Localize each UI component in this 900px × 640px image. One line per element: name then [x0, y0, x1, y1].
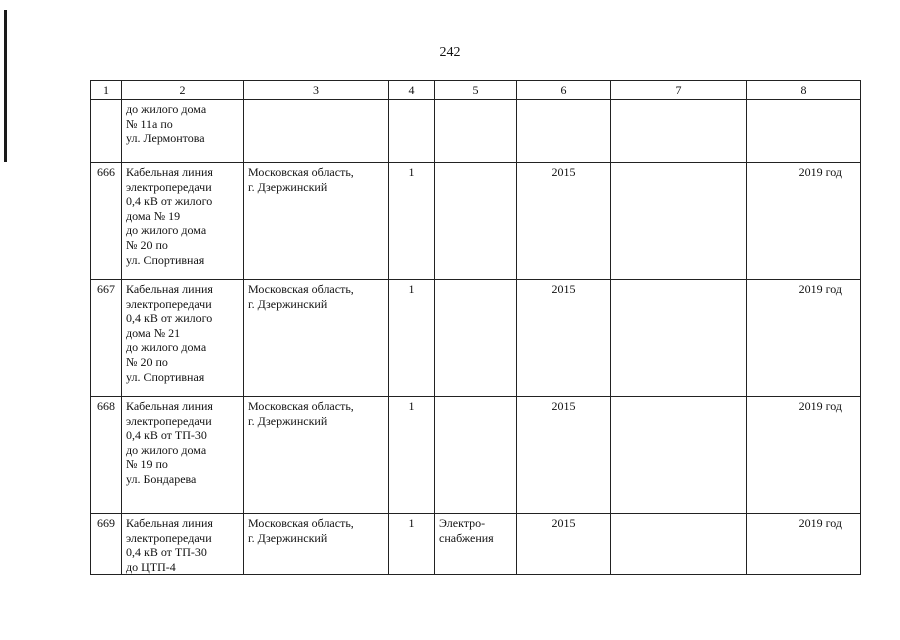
cell-purpose	[435, 100, 517, 163]
cell-object-name: Кабельная линия электропередачи 0,4 кВ от жилого дома № 21 до жилого дома № 20 по ул. Спортивная	[122, 280, 244, 397]
cell-quantity: 1	[389, 163, 435, 280]
cell-object-name: Кабельная линия электропередачи 0,4 кВ от ТП-30 до жилого дома № 19 по ул. Бондарева	[122, 397, 244, 514]
cell-term	[747, 100, 861, 163]
registry-table	[90, 80, 861, 575]
cell-column-7	[611, 280, 747, 397]
header-cell-1: 1	[91, 81, 122, 100]
cell-quantity: 1	[389, 280, 435, 397]
cell-quantity: 1	[389, 514, 435, 575]
cell-column-7	[611, 100, 747, 163]
cell-address: Московская область, г. Дзержинский	[244, 514, 389, 575]
cell-number: 667	[91, 280, 122, 397]
cell-purpose	[435, 397, 517, 514]
table-row	[91, 514, 861, 575]
header-cell-4: 4	[389, 81, 435, 100]
cell-year	[517, 100, 611, 163]
cell-column-7	[611, 397, 747, 514]
cell-column-7	[611, 163, 747, 280]
cell-number: 669	[91, 514, 122, 575]
cell-number	[91, 100, 122, 163]
cell-purpose	[435, 163, 517, 280]
header-cell-5: 5	[435, 81, 517, 100]
header-cell-7: 7	[611, 81, 747, 100]
cell-purpose: Электро- снабжения	[435, 514, 517, 575]
header-cell-8: 8	[747, 81, 861, 100]
table-row	[91, 397, 861, 514]
table-row	[91, 280, 861, 397]
cell-address: Московская область, г. Дзержинский	[244, 280, 389, 397]
cell-year: 2015	[517, 397, 611, 514]
cell-number: 668	[91, 397, 122, 514]
cell-column-7	[611, 514, 747, 575]
cell-object-name: до жилого дома № 11а по ул. Лермонтова	[122, 100, 244, 163]
table-row-continued	[91, 100, 861, 163]
cell-address	[244, 100, 389, 163]
header-row	[91, 81, 861, 100]
header-cell-2: 2	[122, 81, 244, 100]
cell-term: 2019 год	[747, 514, 861, 575]
cell-year: 2015	[517, 514, 611, 575]
cell-quantity	[389, 100, 435, 163]
cell-term: 2019 год	[747, 397, 861, 514]
binding-margin-line	[4, 10, 7, 162]
cell-number: 666	[91, 163, 122, 280]
cell-object-name: Кабельная линия электропередачи 0,4 кВ от жилого дома № 19 до жилого дома № 20 по ул. Спортивная	[122, 163, 244, 280]
table-row	[91, 163, 861, 280]
cell-address: Московская область, г. Дзержинский	[244, 397, 389, 514]
header-cell-6: 6	[517, 81, 611, 100]
cell-term: 2019 год	[747, 163, 861, 280]
cell-object-name: Кабельная линия электропередачи 0,4 кВ от ТП-30 до ЦТП-4	[122, 514, 244, 575]
cell-year: 2015	[517, 280, 611, 397]
cell-address: Московская область, г. Дзержинский	[244, 163, 389, 280]
cell-quantity: 1	[389, 397, 435, 514]
cell-year: 2015	[517, 163, 611, 280]
page-number: 242	[439, 45, 461, 60]
cell-term: 2019 год	[747, 280, 861, 397]
cell-purpose	[435, 280, 517, 397]
header-cell-3: 3	[244, 81, 389, 100]
